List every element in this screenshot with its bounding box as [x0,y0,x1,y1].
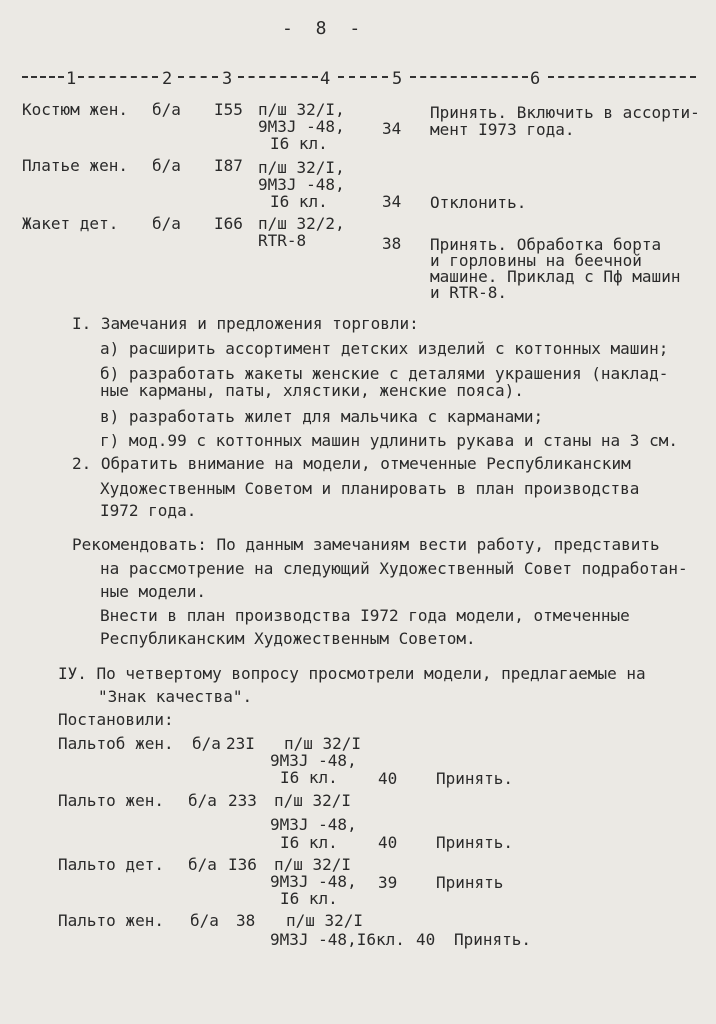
page-number: - 8 - [282,18,367,39]
item-spec: 9МЗЈ -48, [270,872,357,891]
item-ba: б/а [152,100,181,119]
item-number: I87 [214,156,243,175]
remark-heading: 2. Обратить внимание на модели, отмеченные Республиканским [72,454,631,473]
item-score: 34 [382,192,402,211]
resolved-label: Постановили: [58,710,174,729]
col-header-1: 1 [66,69,77,89]
item-decision: Принять. [436,769,514,788]
col-header-2: 2 [162,69,173,89]
item-spec: 9МЗЈ -48, [270,815,357,834]
remark-heading: I. Замечания и предложения торговли: [72,314,419,333]
item-decision: Принять [436,873,504,892]
item-decision: Принять. [436,833,514,852]
col-header-4: 4 [320,69,331,89]
item-score: 40 [416,930,436,949]
remark-item: в) разработать жилет для мальчика с карманами; [100,407,544,426]
recommend-text: Внести в план производства I972 года модели, отмеченные [100,606,630,625]
col-header-3: 3 [222,69,233,89]
item-spec: RTR-8 [258,231,307,250]
section-four-text: "Знак качества". [98,687,253,706]
recommend-text: Рекомендовать: По данным замечаниям вести работу, представить [72,535,660,554]
item-ba: б/а [188,791,217,810]
item-spec: 9МЗЈ -48, [258,175,345,194]
item-spec: 9МЗЈ -48, [270,751,357,770]
item-decision: Принять. [454,930,532,949]
item-score: 38 [382,234,402,253]
item-ba: б/а [152,214,181,233]
item-spec: I6 кл. [280,833,338,852]
item-score: 40 [378,769,398,788]
item-spec: п/ш 32/I, [258,100,345,119]
item-name: Пальто дет. [58,855,164,874]
item-decision: Принять. Обработка борта [430,235,662,254]
item-spec: п/ш 32/I [286,911,364,930]
item-name: Пальто жен. [58,791,164,810]
item-spec: 9МЗЈ -48,I6кл. [270,930,405,949]
section-four-text: IУ. По четвертому вопросу просмотрели модели, предлагаемые на [58,664,646,683]
item-name: Пальто жен. [58,911,164,930]
item-name: Жакет дет. [22,214,119,233]
remark-item: а) расширить ассортимент детских изделий с коттонных машин; [100,339,669,358]
remark-text: Художественным Советом и планировать в план производства [100,479,640,498]
item-name: Костюм жен. [22,100,128,119]
item-decision: Отклонить. [430,193,527,212]
item-score: 40 [378,833,398,852]
remark-text: I972 года. [100,501,197,520]
item-spec: п/ш 32/I, [258,158,345,177]
item-decision: и RTR-8. [430,283,508,302]
remark-item: ные карманы, паты, хлястики, женские пояса). [100,381,524,400]
item-spec: 9МЗЈ -48, [258,117,345,136]
item-spec: п/ш 32/2, [258,214,345,233]
item-decision: машине. Приклад с Пф машин [430,267,681,286]
item-spec: I6 кл. [270,192,328,211]
item-decision: мент I973 года. [430,120,575,139]
col-header-6: 6 [530,69,541,89]
item-score: 34 [382,119,402,138]
item-ba: б/а [190,911,219,930]
item-ba: б/а [192,734,221,753]
remark-item: г) мод.99 с коттонных машин удлинить рукава и станы на 3 см. [100,431,678,450]
item-number: 233 [228,791,257,810]
item-decision: и горловины на беечной [430,251,642,270]
recommend-text: ные модели. [100,582,206,601]
item-spec: I6 кл. [280,889,338,908]
item-number: I66 [214,214,243,233]
item-spec: п/ш 32/I [274,855,352,874]
item-spec: I6 кл. [280,768,338,787]
item-name: Платье жен. [22,156,128,175]
item-decision: Принять. Включить в ассорти- [430,103,700,122]
item-ba: б/а [188,855,217,874]
item-name: Пальтоб жен. [58,734,174,753]
item-number: I55 [214,100,243,119]
item-score: 39 [378,873,398,892]
item-spec: I6 кл. [270,134,328,153]
recommend-text: Республиканским Художественным Советом. [100,629,476,648]
recommend-text: на рассмотрение на следующий Художественный Совет подработан- [100,559,688,578]
remark-item: б) разработать жакеты женские с деталями украшения (наклад- [100,364,669,383]
item-number: I36 [228,855,257,874]
item-number: 38 [236,911,256,930]
item-spec: п/ш 32/I [274,791,352,810]
item-ba: б/а [152,156,181,175]
item-spec: п/ш 32/I [284,734,362,753]
item-number: 23I [226,734,255,753]
col-header-5: 5 [392,69,403,89]
